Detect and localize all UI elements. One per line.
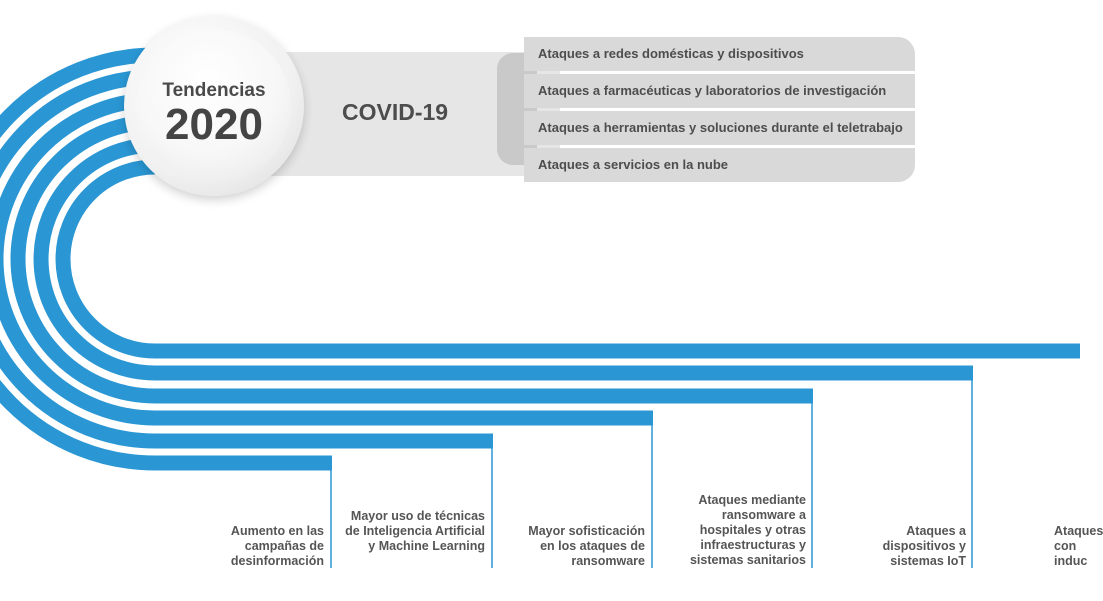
hero-year: 2020 [165,100,263,149]
covid-item: Ataques a redes domésticas y dispositivos [524,37,915,71]
trend-label-6: Ataques con induc [1054,524,1103,568]
trend-label-1: Aumento en las campañas de desinformación [230,524,324,568]
trend-label-5: Ataques a dispositivos y sistemas IoT [882,524,966,568]
trend-label-3: Mayor sofisticación en los ataques de ransomware [528,524,645,568]
trend-label-4: Ataques mediante ransomware a hospitales y otras infraestructuras y sistemas sanitarios [689,493,806,567]
covid-item: Ataques a herramientas y soluciones durante el teletrabajo [524,111,915,145]
covid-list [497,37,915,185]
covid-item: Ataques a farmacéuticas y laboratorios de investigación [524,74,915,108]
trend-label-2: Mayor uso de técnicas de Inteligencia Artificial y Machine Learning [345,509,485,553]
covid-label: COVID-19 [342,99,449,125]
covid-item: Ataques a servicios en la nube [524,148,915,182]
hero-title: Tendencias [162,80,266,101]
